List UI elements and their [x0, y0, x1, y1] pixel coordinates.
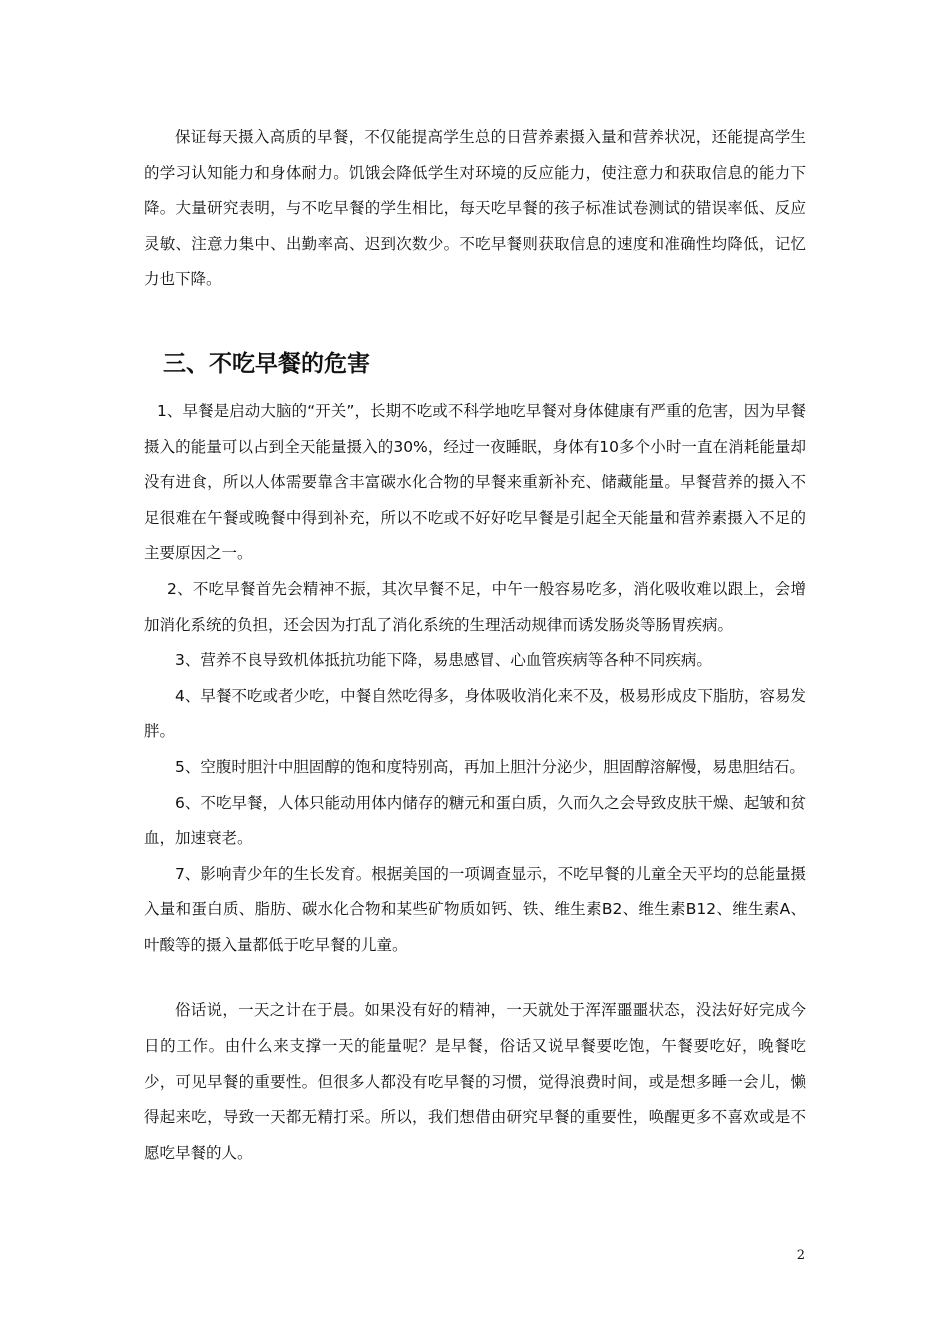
section-heading: 三、不吃早餐的危害 — [163, 350, 370, 377]
list-item-7: 7、影响青少年的生长发育。根据美国的一项调查显示，不吃早餐的儿童全天平均的总能量摄入量和蛋白质、脂肪、碳水化合物和某些矿物质如钙、铁、维生素B2、维生素B12、维生素A、叶酸等的摄入量都低于吃早餐的儿童。 — [144, 864, 806, 954]
list-item-4: 4、早餐不吃或者少吃，中餐自然吃得多，身体吸收消化来不及，极易形成皮下脂肪，容易发胖。 — [144, 686, 806, 741]
list-item-2: 2、不吃早餐首先会精神不振，其次早餐不足，中午一般容易吃多，消化吸收难以跟上，会增加消化系统的负担，还会因为打乱了消化系统的生理活动规律而诱发肠炎等肠胃疾病。 — [144, 579, 806, 634]
page-number: 2 — [796, 1248, 805, 1263]
list-item-6: 6、不吃早餐，人体只能动用体内储存的糖元和蛋白质，久而久之会导致皮肤干燥、起皱和贫血，加速衰老。 — [144, 793, 806, 848]
intro-paragraph: 保证每天摄入高质的早餐，不仅能提高学生总的日营养素摄入量和营养状况，还能提高学生的学习认知能力和身体耐力。饥饿会降低学生对环境的反应能力，使注意力和获取信息的能力下降。大量研究表明，与不吃早餐的学生相比，每天吃早餐的孩子标准试卷测试的错误率低、反应灵敏、注意力集中、出勤率高、迟到次数少。不吃早餐则获取信息的速度和准确性均降低，记忆力也下降。 — [144, 128, 806, 289]
paragraph-gap — [144, 963, 806, 993]
closing-paragraph: 俗话说，一天之计在于晨。如果没有好的精神，一天就处于浑浑噩噩状态，没法好好完成今日的工作。由什么来支撑一天的能量呢？是早餐，俗话又说早餐要吃饱，午餐要吃好，晚餐吃少，可见早餐的重要性。但很多人都没有吃早餐的习惯，觉得浪费时间，或是想多睡一会儿，懒得起来吃，导致一天都无精打采。所以，我们想借由研究早餐的重要性，唤醒更多不喜欢或是不愿吃早餐的人。 — [144, 1001, 806, 1162]
document-body — [144, 120, 806, 1171]
list-item-5: 5、空腹时胆汁中胆固醇的饱和度特别高，再加上胆汁分泌少，胆固醇溶解慢，易患胆结石。 — [175, 757, 805, 776]
list-item-1: 1、早餐是启动大脑的“开关”，长期不吃或不科学地吃早餐对身体健康有严重的危害，因为早餐摄入的能量可以占到全天能量摄入的30%，经过一夜睡眠，身体有10多个小时一直在消耗能量却没有进食，所以人体需要靠含丰富碳水化合物的早餐来重新补充、储藏能量。早餐营养的摄入不足很难在午餐或晚餐中得到补充，所以不吃或不好好吃早餐是引起全天能量和营养素摄入不足的主要原因之一。 — [144, 401, 806, 563]
list-item-3: 3、营养不良导致机体抵抗功能下降，易患感冒、心血管疾病等各种不同疾病。 — [175, 651, 712, 670]
